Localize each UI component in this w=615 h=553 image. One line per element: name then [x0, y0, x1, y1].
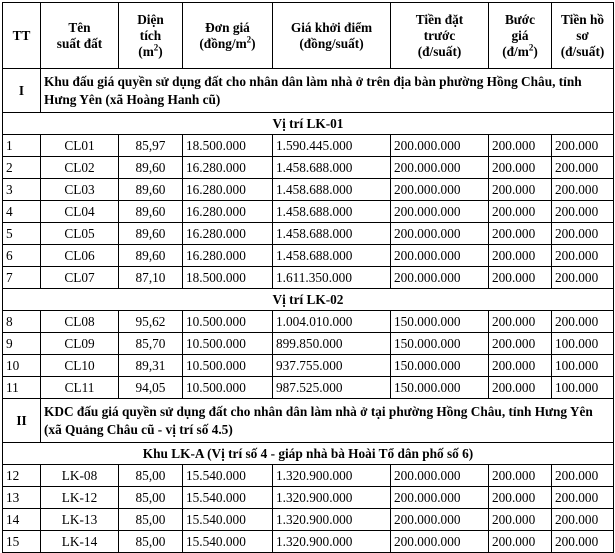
table-row [3, 245, 614, 267]
cell-buoc-gia: 200.000 [489, 179, 552, 201]
header-dien-tich: Diện tích $(m^2)$ [119, 3, 183, 69]
cell-tien-dat-truoc: 200.000.000 [391, 465, 489, 487]
cell-tt: 2 [3, 157, 41, 179]
table-row [3, 267, 614, 289]
cell-dien-tich: 85,00 [119, 531, 183, 553]
cell-don-gia: 10.500.000 [183, 333, 273, 355]
cell-tt: 15 [3, 531, 41, 553]
cell-dien-tich: 94,05 [119, 377, 183, 399]
header-don-gia: Đơn giá $(đồng/m^2)$ [183, 3, 273, 69]
cell-tien-ho-so: 200.000 [552, 465, 614, 487]
cell-gia-khoi-diem: 899.850.000 [273, 333, 391, 355]
table-row [3, 179, 614, 201]
group-row [3, 113, 614, 135]
cell-buoc-gia: 200.000 [489, 267, 552, 289]
group-row [3, 443, 614, 465]
cell-buoc-gia: 200.000 [489, 311, 552, 333]
cell-ten-suat-dat: CL10 [41, 355, 119, 377]
section-number: I [3, 69, 41, 113]
cell-tien-ho-so: 200.000 [552, 135, 614, 157]
table-row [3, 223, 614, 245]
cell-tt: 9 [3, 333, 41, 355]
cell-ten-suat-dat: CL02 [41, 157, 119, 179]
cell-tien-ho-so: 200.000 [552, 201, 614, 223]
section-number: II [3, 399, 41, 443]
cell-tien-ho-so: 200.000 [552, 157, 614, 179]
cell-buoc-gia: 200.000 [489, 531, 552, 553]
table-row [3, 201, 614, 223]
cell-tien-dat-truoc: 200.000.000 [391, 245, 489, 267]
cell-don-gia: 18.500.000 [183, 267, 273, 289]
header-tt: TT [3, 3, 41, 69]
cell-dien-tich: 89,60 [119, 223, 183, 245]
table-row [3, 531, 614, 553]
auction-price-table [2, 2, 614, 553]
table-row [3, 377, 614, 399]
cell-ten-suat-dat: CL04 [41, 201, 119, 223]
cell-buoc-gia: 200.000 [489, 509, 552, 531]
cell-buoc-gia: 200.000 [489, 201, 552, 223]
cell-buoc-gia: 200.000 [489, 245, 552, 267]
cell-dien-tich: 89,60 [119, 245, 183, 267]
cell-tien-ho-so: 200.000 [552, 223, 614, 245]
cell-tien-dat-truoc: 200.000.000 [391, 179, 489, 201]
cell-buoc-gia: 200.000 [489, 135, 552, 157]
cell-buoc-gia: 200.000 [489, 487, 552, 509]
cell-tien-dat-truoc: 200.000.000 [391, 267, 489, 289]
cell-ten-suat-dat: LK-12 [41, 487, 119, 509]
cell-don-gia: 15.540.000 [183, 531, 273, 553]
cell-gia-khoi-diem: 1.458.688.000 [273, 157, 391, 179]
table-body [3, 69, 614, 553]
cell-don-gia: 15.540.000 [183, 487, 273, 509]
cell-gia-khoi-diem: 1.611.350.000 [273, 267, 391, 289]
header-tien-dat-truoc: Tiền đặt trước (đ/suất) [391, 3, 489, 69]
header-gia-khoi-diem: Giá khởi điểm (đồng/suất) [273, 3, 391, 69]
header-buoc-gia: Bước giá $(đ/m^2)$ [489, 3, 552, 69]
cell-dien-tich: 85,00 [119, 487, 183, 509]
header-row [3, 3, 614, 69]
cell-gia-khoi-diem: 1.004.010.000 [273, 311, 391, 333]
cell-tt: 5 [3, 223, 41, 245]
table-row [3, 157, 614, 179]
cell-don-gia: 16.280.000 [183, 245, 273, 267]
cell-gia-khoi-diem: 1.320.900.000 [273, 487, 391, 509]
cell-dien-tich: 89,31 [119, 355, 183, 377]
group-row [3, 289, 614, 311]
cell-gia-khoi-diem: 1.320.900.000 [273, 509, 391, 531]
table-row [3, 135, 614, 157]
cell-dien-tich: 89,60 [119, 201, 183, 223]
cell-tien-ho-so: 100.000 [552, 377, 614, 399]
table-row [3, 333, 614, 355]
cell-ten-suat-dat: CL01 [41, 135, 119, 157]
cell-tt: 6 [3, 245, 41, 267]
table-row [3, 311, 614, 333]
table-row [3, 487, 614, 509]
cell-tien-dat-truoc: 150.000.000 [391, 311, 489, 333]
cell-tt: 8 [3, 311, 41, 333]
cell-buoc-gia: 200.000 [489, 333, 552, 355]
cell-tt: 11 [3, 377, 41, 399]
cell-ten-suat-dat: CL09 [41, 333, 119, 355]
cell-gia-khoi-diem: 1.458.688.000 [273, 223, 391, 245]
cell-tt: 10 [3, 355, 41, 377]
cell-tien-ho-so: 100.000 [552, 355, 614, 377]
cell-gia-khoi-diem: 1.458.688.000 [273, 179, 391, 201]
cell-don-gia: 15.540.000 [183, 509, 273, 531]
cell-ten-suat-dat: CL05 [41, 223, 119, 245]
cell-tt: 1 [3, 135, 41, 157]
cell-don-gia: 10.500.000 [183, 311, 273, 333]
cell-buoc-gia: 200.000 [489, 157, 552, 179]
cell-don-gia: 16.280.000 [183, 179, 273, 201]
cell-dien-tich: 87,10 [119, 267, 183, 289]
group-title: Khu LK-A (Vị trí số 4 - giáp nhà bà Hoài Tổ dân phố số 6) [3, 443, 614, 465]
cell-tien-dat-truoc: 200.000.000 [391, 531, 489, 553]
cell-dien-tich: 89,60 [119, 157, 183, 179]
cell-tien-ho-so: 200.000 [552, 311, 614, 333]
cell-tien-dat-truoc: 200.000.000 [391, 201, 489, 223]
section-row [3, 399, 614, 443]
cell-ten-suat-dat: CL11 [41, 377, 119, 399]
cell-ten-suat-dat: LK-08 [41, 465, 119, 487]
cell-dien-tich: 85,97 [119, 135, 183, 157]
cell-tt: 13 [3, 487, 41, 509]
cell-dien-tich: 85,00 [119, 509, 183, 531]
cell-gia-khoi-diem: 1.320.900.000 [273, 465, 391, 487]
header-ten-suat-dat: Tên suất đất [41, 3, 119, 69]
cell-tien-dat-truoc: 150.000.000 [391, 355, 489, 377]
cell-ten-suat-dat: CL03 [41, 179, 119, 201]
cell-tien-dat-truoc: 200.000.000 [391, 509, 489, 531]
cell-tien-dat-truoc: 200.000.000 [391, 487, 489, 509]
cell-tien-dat-truoc: 150.000.000 [391, 377, 489, 399]
table-row [3, 355, 614, 377]
cell-tien-dat-truoc: 200.000.000 [391, 157, 489, 179]
cell-gia-khoi-diem: 1.458.688.000 [273, 201, 391, 223]
cell-gia-khoi-diem: 1.458.688.000 [273, 245, 391, 267]
cell-don-gia: 16.280.000 [183, 157, 273, 179]
cell-ten-suat-dat: LK-13 [41, 509, 119, 531]
cell-buoc-gia: 200.000 [489, 377, 552, 399]
cell-tien-dat-truoc: 150.000.000 [391, 333, 489, 355]
cell-gia-khoi-diem: 937.755.000 [273, 355, 391, 377]
cell-buoc-gia: 200.000 [489, 223, 552, 245]
cell-gia-khoi-diem: 1.320.900.000 [273, 531, 391, 553]
cell-ten-suat-dat: CL08 [41, 311, 119, 333]
cell-ten-suat-dat: CL07 [41, 267, 119, 289]
cell-tt: 14 [3, 509, 41, 531]
cell-tien-dat-truoc: 200.000.000 [391, 223, 489, 245]
cell-tien-ho-so: 200.000 [552, 487, 614, 509]
cell-tien-ho-so: 200.000 [552, 267, 614, 289]
cell-buoc-gia: 200.000 [489, 355, 552, 377]
cell-tt: 4 [3, 201, 41, 223]
cell-dien-tich: 85,00 [119, 465, 183, 487]
cell-don-gia: 15.540.000 [183, 465, 273, 487]
cell-don-gia: 18.500.000 [183, 135, 273, 157]
cell-ten-suat-dat: LK-14 [41, 531, 119, 553]
section-row [3, 69, 614, 113]
cell-don-gia: 10.500.000 [183, 355, 273, 377]
cell-tien-ho-so: 200.000 [552, 179, 614, 201]
cell-tt: 3 [3, 179, 41, 201]
cell-ten-suat-dat: CL06 [41, 245, 119, 267]
cell-tt: 7 [3, 267, 41, 289]
table-row [3, 465, 614, 487]
cell-dien-tich: 89,60 [119, 179, 183, 201]
cell-dien-tich: 95,62 [119, 311, 183, 333]
cell-tien-ho-so: 200.000 [552, 531, 614, 553]
header-tien-ho-so: Tiền hồ sơ (đ/suất) [552, 3, 614, 69]
section-title: KDC đấu giá quyền sử dụng đất cho nhân dân làm nhà ở tại phường Hồng Châu, tỉnh Hưng Yên (xã Quảng Châu cũ - vị trí số 4.5) [41, 399, 614, 443]
cell-gia-khoi-diem: 1.590.445.000 [273, 135, 391, 157]
cell-tien-dat-truoc: 200.000.000 [391, 135, 489, 157]
group-title: Vị trí LK-02 [3, 289, 614, 311]
cell-don-gia: 10.500.000 [183, 377, 273, 399]
group-title: Vị trí LK-01 [3, 113, 614, 135]
section-title: Khu đấu giá quyền sử dụng đất cho nhân dân làm nhà ở trên địa bàn phường Hồng Châu, tỉnh Hưng Yên (xã Hoàng Hanh cũ) [41, 69, 614, 113]
cell-don-gia: 16.280.000 [183, 223, 273, 245]
cell-don-gia: 16.280.000 [183, 201, 273, 223]
cell-buoc-gia: 200.000 [489, 465, 552, 487]
cell-tien-ho-so: 200.000 [552, 509, 614, 531]
cell-tt: 12 [3, 465, 41, 487]
table-row [3, 509, 614, 531]
cell-tien-ho-so: 200.000 [552, 245, 614, 267]
cell-gia-khoi-diem: 987.525.000 [273, 377, 391, 399]
cell-tien-ho-so: 100.000 [552, 333, 614, 355]
cell-dien-tich: 85,70 [119, 333, 183, 355]
